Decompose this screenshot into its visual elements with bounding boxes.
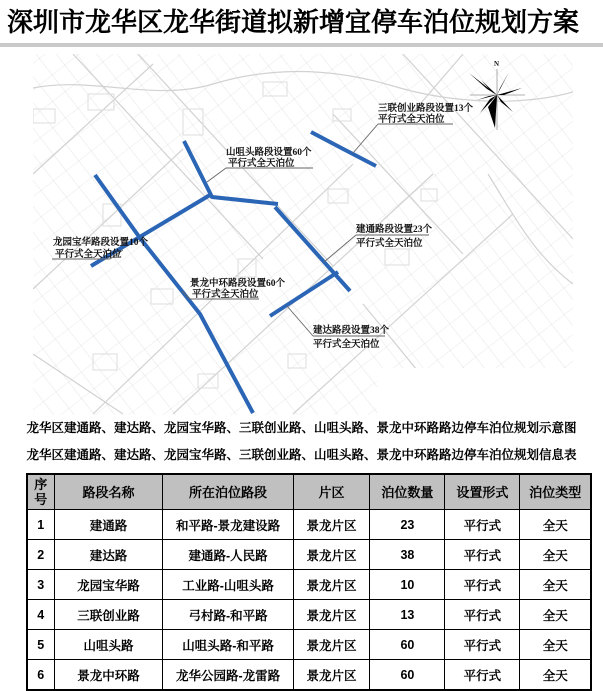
title-divider — [0, 43, 603, 47]
cell-type: 全天 — [520, 510, 591, 540]
cell-count: 10 — [370, 570, 445, 600]
header-cell-count: 泊位数量 — [370, 474, 445, 510]
map-label-longyuan-line1: 龙园宝华路段设置10个 — [53, 238, 149, 248]
cell-form: 平行式 — [445, 540, 520, 570]
cell-road: 三联创业路 — [54, 600, 163, 630]
map-label-longyuan-line2: 平行式全天泊位 — [55, 250, 122, 260]
cell-count: 60 — [370, 660, 445, 691]
cell-form: 平行式 — [445, 600, 520, 630]
table-row — [27, 510, 591, 540]
cell-road: 建达路 — [54, 540, 163, 570]
table-caption: 龙华区建通路、建达路、龙园宝华路、三联创业路、山咀头路、景龙中环路路边停车泊位规划信息表 — [26, 448, 577, 462]
map-label-jianda-line2: 平行式全天泊位 — [313, 340, 380, 350]
cell-count: 60 — [370, 630, 445, 660]
header-cell-road: 路段名称 — [54, 474, 163, 510]
cell-index: 1 — [27, 510, 54, 540]
cell-section: 和平路-景龙建设路 — [163, 510, 293, 540]
map-label-jiantong-line2: 平行式全天泊位 — [356, 239, 423, 249]
map-label-jianda-line1: 建达路段设置38个 — [313, 326, 390, 336]
cell-section: 山咀头路-和平路 — [163, 630, 293, 660]
table-row — [27, 660, 591, 691]
table-row — [27, 600, 591, 630]
cell-section: 弓村路-和平路 — [163, 600, 293, 630]
planning-map-figure — [33, 54, 573, 415]
cell-district: 景龙片区 — [293, 660, 370, 691]
map-label-jinglong-line2: 平行式全天泊位 — [192, 290, 259, 300]
cell-road: 山咀头路 — [54, 630, 163, 660]
cell-road: 龙园宝华路 — [54, 570, 163, 600]
map-label-jiantong-line1: 建通路段设置23个 — [356, 225, 433, 235]
parking-plan-table — [26, 473, 592, 691]
map-canvas — [33, 54, 573, 415]
cell-type: 全天 — [520, 630, 591, 660]
cell-district: 景龙片区 — [293, 570, 370, 600]
cell-count: 13 — [370, 600, 445, 630]
cell-index: 4 — [27, 600, 54, 630]
cell-index: 5 — [27, 630, 54, 660]
cell-road: 景龙中环路 — [54, 660, 163, 691]
cell-type: 全天 — [520, 600, 591, 630]
header-cell-district: 片区 — [293, 474, 370, 510]
map-label-sanlian-line2: 平行式全天泊位 — [378, 115, 445, 125]
cell-section: 建通路-人民路 — [163, 540, 293, 570]
cell-index: 3 — [27, 570, 54, 600]
cell-road: 建通路 — [54, 510, 163, 540]
cell-form: 平行式 — [445, 570, 520, 600]
header-cell-type: 泊位类型 — [520, 474, 591, 510]
cell-section: 工业路-山咀头路 — [163, 570, 293, 600]
cell-form: 平行式 — [445, 510, 520, 540]
cell-type: 全天 — [520, 540, 591, 570]
table-row — [27, 630, 591, 660]
cell-type: 全天 — [520, 660, 591, 691]
table-row — [27, 570, 591, 600]
header-cell-form: 设置形式 — [445, 474, 520, 510]
header-cell-index: 序号 — [27, 474, 54, 510]
map-label-shanjutou-line2: 平行式全天泊位 — [228, 159, 295, 169]
map-caption: 龙华区建通路、建达路、龙园宝华路、三联创业路、山咀头路、景龙中环路路边停车泊位规划示意图 — [26, 421, 577, 435]
cell-count: 38 — [370, 540, 445, 570]
compass-rose-icon — [469, 60, 525, 130]
map-label-jinglong-line1: 景龙中环路段设置60个 — [190, 279, 286, 289]
leader-shanjutou — [207, 168, 226, 182]
cell-district: 景龙片区 — [293, 540, 370, 570]
north-label: N — [494, 60, 500, 68]
cell-index: 6 — [27, 660, 54, 691]
map-label-sanlian-line1: 三联创业路段设置13个 — [378, 104, 474, 114]
map-label-shanjutou-line1: 山咀头路段设置60个 — [226, 148, 312, 158]
table-row — [27, 540, 591, 570]
cell-district: 景龙片区 — [293, 630, 370, 660]
map-blank-corner — [377, 368, 573, 415]
header-cell-section: 所在泊位路段 — [163, 474, 293, 510]
cell-form: 平行式 — [445, 630, 520, 660]
table-header-row — [27, 474, 591, 510]
cell-index: 2 — [27, 540, 54, 570]
leader-jiantong — [324, 235, 356, 262]
cell-section: 龙华公园路-龙雷路 — [163, 660, 293, 691]
cell-count: 23 — [370, 510, 445, 540]
cell-district: 景龙片区 — [293, 510, 370, 540]
page-title: 深圳市龙华区龙华街道拟新增宜停车泊位规划方案 — [7, 7, 580, 37]
leader-jianda — [287, 306, 313, 336]
cell-form: 平行式 — [445, 660, 520, 691]
cell-district: 景龙片区 — [293, 600, 370, 630]
cell-type: 全天 — [520, 570, 591, 600]
